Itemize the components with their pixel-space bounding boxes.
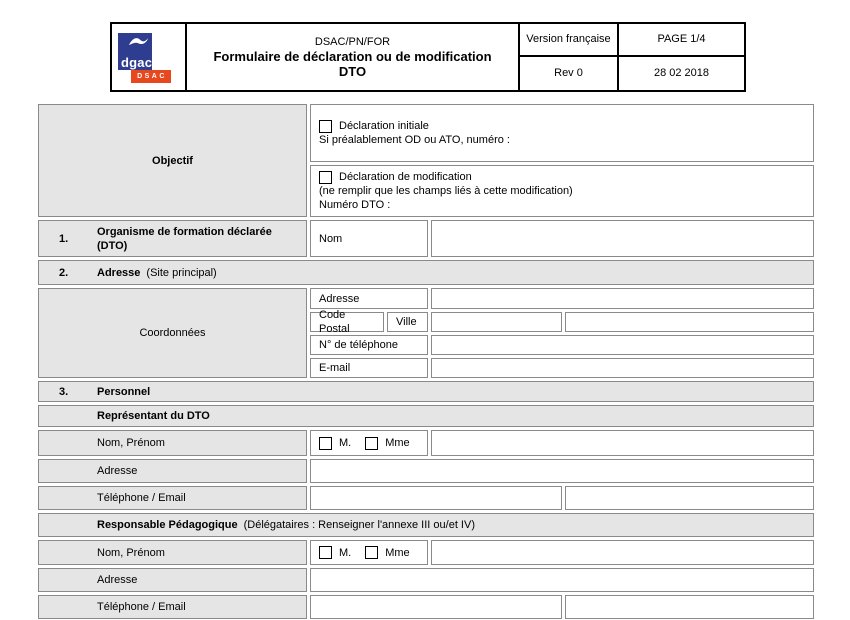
checkbox-rep-m[interactable] xyxy=(319,437,332,450)
checkbox-rep-mme[interactable] xyxy=(365,437,378,450)
dgac-logo xyxy=(112,24,187,90)
section2-title: Adresse xyxy=(97,266,141,279)
resp-tel-email-label: Téléphone / Email xyxy=(38,595,307,619)
rep-m-label: M. xyxy=(339,437,352,449)
input-code-postal[interactable] xyxy=(431,312,562,332)
input-resp-adresse[interactable] xyxy=(310,568,814,592)
checkbox-resp-mme[interactable] xyxy=(365,546,378,559)
input-rep-nom[interactable] xyxy=(431,430,814,456)
responsable-title: Responsable Pédagogique xyxy=(97,519,238,531)
telephone-label: N° de téléphone xyxy=(310,335,428,355)
logo-dsac-badge: DSAC xyxy=(131,70,171,83)
resp-mme-label: Mme xyxy=(385,546,410,559)
doc-title: Formulaire de déclaration ou de modification xyxy=(213,49,492,64)
input-telephone[interactable] xyxy=(431,335,814,355)
rep-nom-prenom-label: Nom, Prénom xyxy=(38,430,307,456)
resp-m-label: M. xyxy=(339,546,352,559)
input-resp-nom[interactable] xyxy=(431,540,814,565)
section2-subtitle: (Site principal) xyxy=(146,266,217,279)
date-label: 28 02 2018 xyxy=(653,67,710,79)
numero-dto-label: Numéro DTO : xyxy=(319,199,391,211)
section2-number: 2. xyxy=(59,266,69,279)
section3-header xyxy=(38,381,814,402)
rep-civilite-cell xyxy=(310,430,428,456)
code-postal-label: Code Postal xyxy=(310,312,384,332)
nom-label: Nom xyxy=(310,220,428,257)
rep-adresse-label: Adresse xyxy=(38,459,307,483)
input-resp-telephone[interactable] xyxy=(310,595,562,619)
adresse-label: Adresse xyxy=(310,288,428,309)
input-resp-email[interactable] xyxy=(565,595,814,619)
checkbox-declaration-initiale[interactable] xyxy=(319,120,332,133)
section1-number: 1. xyxy=(59,232,69,245)
responsable-header xyxy=(38,513,814,537)
section1-title: Organisme de formation déclarée (DTO) xyxy=(97,225,272,252)
od-ato-note: Si préalablement OD ou ATO, numéro : xyxy=(319,134,510,146)
doc-ref: DSAC/PN/FOR xyxy=(314,36,391,48)
section2-header xyxy=(38,260,814,285)
page-label: PAGE 1/4 xyxy=(619,24,744,57)
input-adresse[interactable] xyxy=(431,288,814,309)
input-rep-telephone[interactable] xyxy=(310,486,562,510)
resp-nom-prenom-label: Nom, Prénom xyxy=(38,540,307,565)
input-email[interactable] xyxy=(431,358,814,378)
doc-title-cell xyxy=(187,24,520,90)
input-ville[interactable] xyxy=(565,312,814,332)
declaration-initiale-label: Déclaration initiale xyxy=(339,120,429,132)
section1-header xyxy=(38,220,307,257)
ville-label: Ville xyxy=(387,312,428,332)
resp-adresse-label: Adresse xyxy=(38,568,307,592)
doc-title-2: DTO xyxy=(338,64,367,79)
section3-title: Personnel xyxy=(97,385,151,398)
logo-dgac-text: dgac xyxy=(121,55,153,70)
rep-mme-label: Mme xyxy=(385,437,410,449)
resp-civilite-cell xyxy=(310,540,428,565)
checkbox-resp-m[interactable] xyxy=(319,546,332,559)
header-table xyxy=(110,22,746,92)
objectif-option-initiale xyxy=(310,104,814,162)
coordonnees-label: Coordonnées xyxy=(38,288,307,378)
objectif-label: Objectif xyxy=(38,104,307,217)
input-rep-email[interactable] xyxy=(565,486,814,510)
section3-number: 3. xyxy=(59,385,69,398)
modification-note: (ne remplir que les champs liés à cette modification) xyxy=(319,185,573,197)
representant-header: Représentant du DTO xyxy=(38,405,814,427)
input-rep-adresse[interactable] xyxy=(310,459,814,483)
form-table xyxy=(38,104,814,619)
objectif-option-modification xyxy=(310,165,814,217)
rep-tel-email-label: Téléphone / Email xyxy=(38,486,307,510)
dgac-logo-blue xyxy=(118,33,152,70)
checkbox-declaration-modification[interactable] xyxy=(319,171,332,184)
version-label: Version française xyxy=(520,24,619,57)
bird-icon xyxy=(128,36,149,49)
email-label: E-mail xyxy=(310,358,428,378)
responsable-note: (Délégataires : Renseigner l'annexe III ou/et IV) xyxy=(243,519,475,531)
input-nom[interactable] xyxy=(431,220,814,257)
declaration-modification-label: Déclaration de modification xyxy=(339,171,472,183)
rev-label: Rev 0 xyxy=(520,57,619,90)
